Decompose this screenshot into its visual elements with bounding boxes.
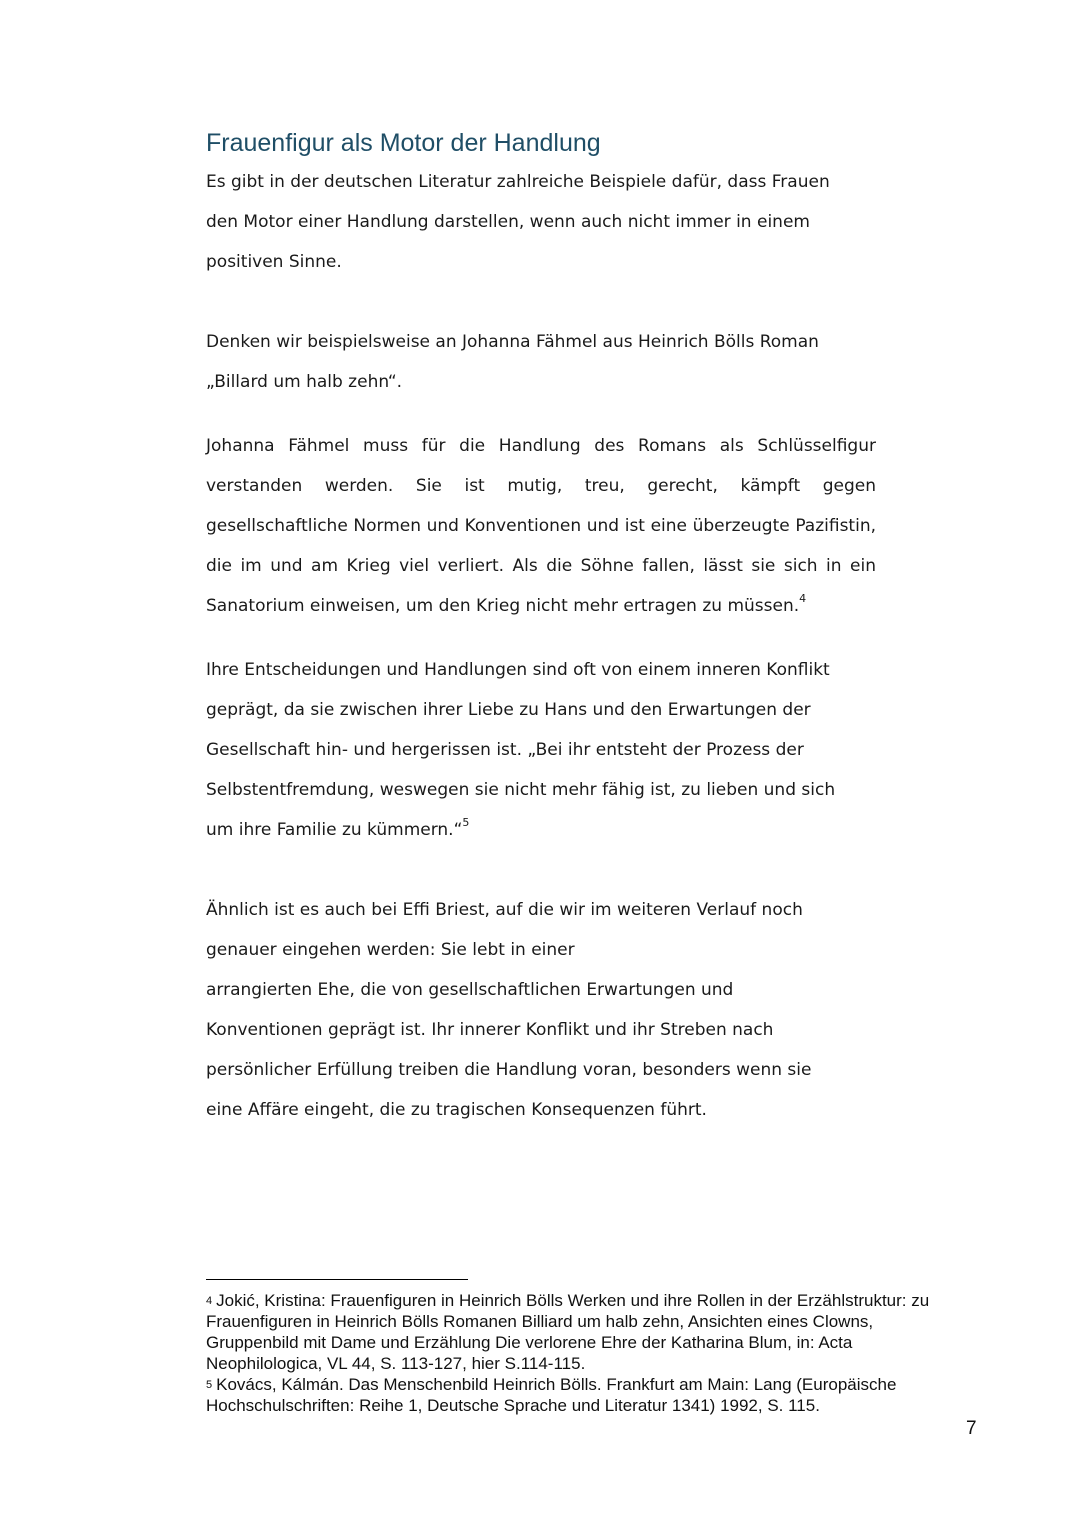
footnote-separator <box>206 1279 468 1280</box>
paragraph-line: geprägt, da sie zwischen ihrer Liebe zu Hans und den Erwartungen der <box>206 700 811 720</box>
paragraph-line: Gesellschaft hin- und hergerissen ist. „Bei ihr entsteht der Prozess der <box>206 740 804 760</box>
paragraph-line: genauer eingehen werden: Sie lebt in einer <box>206 940 575 960</box>
footnote-text: Jokić, Kristina: Frauenfiguren in Heinrich Bölls Werken und ihre Rollen in der Erzählstruktur: zu Frauenfiguren in Heinrich Bölls Romanen Billiard um halb zehn, Ansichten eines Clowns, Gruppenbild mit Dame und Erzählung Die verlorene Ehre der Katharina Blum, in: Acta Neophilologica, VL 44, S. 113-127, hier S.114-115. <box>206 1291 930 1373</box>
footnote-mark: 5 <box>206 1379 213 1391</box>
paragraph-3 <box>206 426 876 626</box>
paragraph-line: Ihre Entscheidungen und Handlungen sind oft von einem inneren Konflikt <box>206 660 830 680</box>
footnote-5 <box>206 1374 956 1416</box>
paragraph-line-last <box>206 810 876 850</box>
paragraph-line: „Billard um halb zehn“. <box>206 372 403 392</box>
main-content <box>206 124 876 1130</box>
footnote-ref-5[interactable]: 5 <box>462 816 470 830</box>
paragraph-line: Es gibt in der deutschen Literatur zahlreiche Beispiele dafür, dass Frauen <box>206 172 830 192</box>
paragraph-2 <box>206 322 876 402</box>
footnotes <box>206 1290 956 1416</box>
paragraph-5 <box>206 890 876 1130</box>
section-heading: Frauenfigur als Motor der Handlung <box>206 129 601 157</box>
paragraph-4 <box>206 650 876 850</box>
paragraph-text: Johanna Fähmel muss für die Handlung des Romans als Schlüsselfigur verstanden werden. Sie ist mutig, treu, gerecht, kämpft gegen gesellschaftliche Normen und Konventionen und ist eine überzeugte Pazifistin, die im und am Krieg viel verliert. Als die Söhne fallen, lässt sie sich in ein Sanatorium einweisen, um den Krieg nicht mehr ertragen zu müssen. <box>206 436 876 616</box>
paragraph-1 <box>206 162 876 282</box>
paragraph-line: arrangierten Ehe, die von gesellschaftlichen Erwartungen und <box>206 980 734 1000</box>
footnote-ref-4[interactable]: 4 <box>799 592 807 606</box>
paragraph-line: Ähnlich ist es auch bei Effi Briest, auf die wir im weiteren Verlauf noch <box>206 900 803 920</box>
paragraph-line: den Motor einer Handlung darstellen, wenn auch nicht immer in einem <box>206 212 810 232</box>
paragraph-line: persönlicher Erfüllung treiben die Handlung voran, besonders wenn sie <box>206 1060 812 1080</box>
footnote-4 <box>206 1290 956 1374</box>
paragraph-line: positiven Sinne. <box>206 252 342 272</box>
paragraph-line: Selbstentfremdung, weswegen sie nicht mehr fähig ist, zu lieben und sich <box>206 780 836 800</box>
page-number: 7 <box>966 1418 977 1439</box>
paragraph-line: Denken wir beispielsweise an Johanna Fähmel aus Heinrich Bölls Roman <box>206 332 819 352</box>
paragraph-line-text: um ihre Familie zu kümmern.“ <box>206 820 463 840</box>
footnote-mark: 4 <box>206 1295 213 1307</box>
paragraph-line: eine Affäre eingeht, die zu tragischen Konsequenzen führt. <box>206 1100 707 1120</box>
paragraph-line: Konventionen geprägt ist. Ihr innerer Konflikt und ihr Streben nach <box>206 1020 774 1040</box>
footnote-text: Kovács, Kálmán. Das Menschenbild Heinrich Bölls. Frankfurt am Main: Lang (Europäische Hochschulschriften: Reihe 1, Deutsche Sprache und Literatur 1341) 1992, S. 115. <box>206 1375 897 1415</box>
